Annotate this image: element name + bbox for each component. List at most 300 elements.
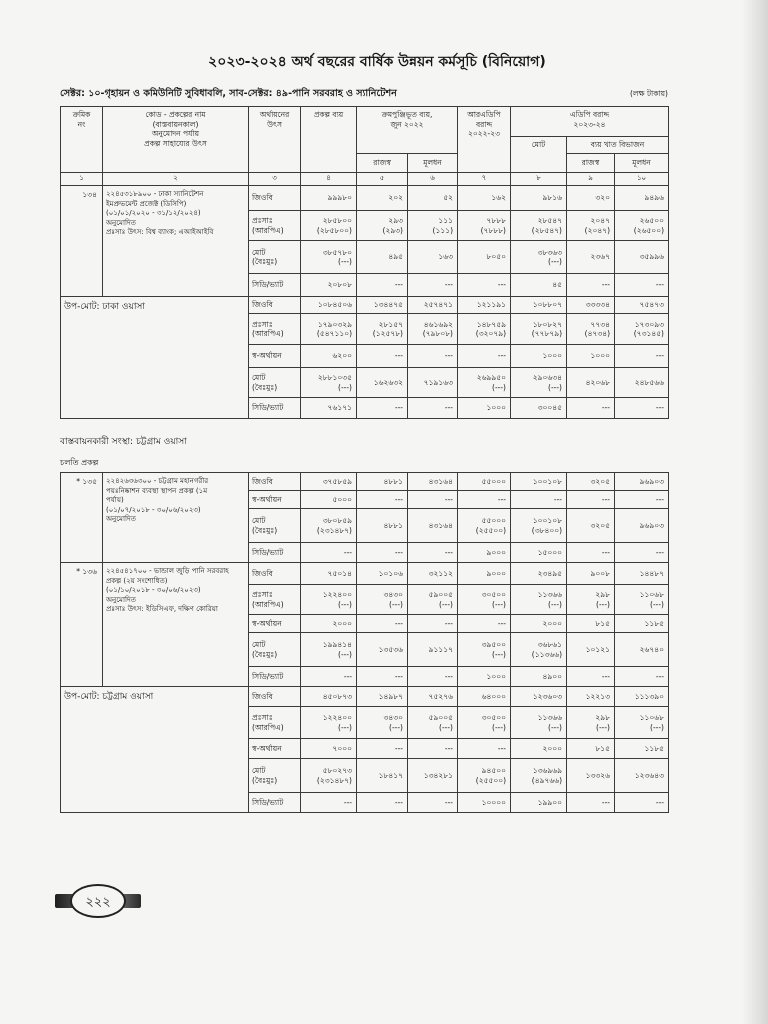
radp-allocation-value: ১৪৮৭৫৯	[476, 319, 506, 329]
radp-allocation-cell	[458, 491, 511, 509]
cumulative-capital-value: ---	[444, 547, 453, 557]
cumulative-revenue-cell	[357, 314, 408, 345]
cumulative-capital-cell	[408, 667, 458, 687]
funding-source-cell	[249, 563, 301, 585]
adp-revenue-value: ২৯৮	[595, 590, 610, 599]
cumulative-capital-value: ১৬৩	[438, 252, 453, 262]
project-cost-cell	[301, 633, 357, 667]
subtotal-row	[61, 297, 669, 314]
adp-total-cell	[511, 241, 567, 274]
funding-source: জিওবি	[252, 193, 273, 203]
funding-source-cell	[249, 491, 301, 509]
radp-allocation-value: ৫৫০০০	[481, 516, 506, 525]
adp-revenue-cell	[567, 473, 615, 491]
project-cost-cell	[301, 585, 357, 615]
adp-capital-value: ৯৬৯০৩	[639, 520, 664, 530]
cumulative-revenue-value: ৪৯৫	[388, 252, 403, 262]
project-cost-value: ৯৯৯৮০	[327, 193, 352, 203]
funding-source: প্রঃসাঃ	[252, 216, 273, 225]
funding-source-cell	[249, 211, 301, 241]
adp-revenue-cell	[567, 211, 615, 241]
adp-total-value: ১০৮৮০৭	[532, 300, 562, 310]
adp-total-value: ১০০১০৮	[532, 476, 562, 486]
adp-revenue-value: ৮১৫	[595, 618, 610, 628]
column-number: ১০	[615, 173, 669, 186]
radp-allocation-cell	[458, 314, 511, 345]
adp-capital-value: ১২৩৬৪৩	[634, 770, 664, 780]
adp-revenue-value: ---	[601, 403, 610, 413]
radp-allocation-value: ১০০০০	[481, 797, 506, 807]
project-name-line: পর্যায়)	[106, 496, 124, 504]
adp-total-cell	[511, 615, 567, 633]
cumulative-capital-value: (---)	[439, 722, 453, 732]
header-radp-line: ২০২২-২৩	[468, 129, 500, 138]
cumulative-capital-value: ৫৯০০৫	[428, 590, 453, 599]
header-project-line: অনুমোদন পর্যায়	[151, 129, 200, 138]
column-number: ৯	[567, 173, 615, 186]
cumulative-capital-cell	[408, 739, 458, 759]
project-cost-value: ৭৬১৭১	[327, 403, 352, 413]
adp-total-cell	[511, 687, 567, 707]
adp-total-value: (২৮৫৪৭)	[531, 225, 562, 235]
funding-source-cell	[249, 667, 301, 687]
header-row	[61, 107, 669, 137]
cumulative-revenue-cell	[357, 739, 408, 759]
radp-allocation-value: ৯৪৫০০	[481, 766, 506, 775]
scan-edge-shadow	[742, 0, 768, 1024]
cumulative-capital-value: (৭৯৮০৮)	[422, 329, 453, 338]
project-cost-cell	[301, 707, 357, 739]
funding-source-cell	[249, 314, 301, 345]
adp-capital-value: ১১১৩৯০	[634, 691, 664, 701]
cumulative-revenue-cell	[357, 345, 408, 368]
adp-capital-cell	[615, 707, 669, 739]
cumulative-revenue-cell	[357, 491, 408, 509]
funding-source: (বৈঃমুঃ)	[252, 257, 278, 266]
project-cost-value: ৩৮০৮৫৯	[322, 516, 352, 525]
adp-capital-cell	[615, 274, 669, 297]
adp-revenue-value: ---	[601, 280, 610, 290]
project-cost-value: ৭০০০	[332, 743, 352, 753]
cumulative-capital-value: (---)	[439, 599, 453, 609]
adp-revenue-cell	[567, 707, 615, 739]
adp-total-value: ২৩৪৯৫	[537, 568, 562, 578]
cumulative-revenue-cell	[357, 473, 408, 491]
adp-capital-cell	[615, 509, 669, 543]
adp-capital-cell	[615, 739, 669, 759]
adp-total-value: (---)	[548, 722, 562, 732]
header-project-line: কোড - প্রকল্পের নাম	[145, 110, 206, 119]
adp-revenue-value: ৯০০৮	[590, 568, 610, 578]
adp-total-cell	[511, 314, 567, 345]
table-body-chattogram	[61, 473, 669, 813]
adp-total-cell	[511, 473, 567, 491]
funding-source: সিডি/ভ্যাট	[252, 671, 284, 681]
adp-revenue-cell	[567, 543, 615, 563]
funding-source: সিডি/ভ্যাট	[252, 280, 284, 290]
adp-revenue-cell	[567, 297, 615, 314]
project-cost-value: (৫৪৭১১০)	[316, 329, 352, 338]
adp-capital-cell	[615, 186, 669, 211]
funding-source-cell	[249, 543, 301, 563]
project-cost-cell	[301, 793, 357, 813]
project-cost-value: (২৩১৪৮৭)	[316, 525, 352, 535]
radp-allocation-cell	[458, 759, 511, 793]
adp-capital-cell	[615, 667, 669, 687]
cumulative-capital-cell	[408, 509, 458, 543]
adp-total-cell	[511, 297, 567, 314]
cumulative-capital-cell	[408, 543, 458, 563]
cumulative-capital-value: ---	[444, 280, 453, 290]
adp-total-cell	[511, 211, 567, 241]
project-cost-value: ৪৫০৮৭৩	[322, 691, 352, 701]
adp-capital-cell	[615, 759, 669, 793]
project-cell	[103, 186, 249, 297]
adp-total-value: (---)	[548, 599, 562, 609]
table-row	[61, 186, 669, 211]
cumulative-revenue-value: ১৪৯৮৭	[378, 691, 403, 701]
header-serial-line: নং	[77, 119, 86, 129]
funding-source-cell	[249, 759, 301, 793]
project-cost-cell	[301, 211, 357, 241]
project-name-line: ২২৪২৬৩৬৩০০ - চট্টগ্রাম মহানগরীর	[106, 477, 209, 485]
radp-allocation-cell	[458, 274, 511, 297]
serial-number: * ১৩৬	[76, 567, 97, 576]
project-cost-value: (২৩১৪৮৭)	[316, 775, 352, 785]
funding-source-cell	[249, 345, 301, 368]
header-project-line: প্রকল্প সাহায্যের উৎস	[144, 138, 207, 148]
adp-capital-cell	[615, 314, 669, 345]
subtotal-label: উপ-মোট: চট্টগ্রাম ওয়াসা	[64, 692, 154, 702]
adp-capital-cell	[615, 793, 669, 813]
header-cumulative-line: ক্রমপুঞ্জিভূত ব্যয়,	[381, 110, 433, 119]
adp-total-value: ২০০০	[542, 743, 562, 753]
project-cost-value: ---	[343, 547, 352, 557]
radp-allocation-value: ৩০৫০০	[481, 590, 506, 599]
project-cost-cell	[301, 297, 357, 314]
project-cost-value: ৭৫০১৪	[327, 568, 352, 578]
project-name-line: (০১/০৭/২০১৮ - ৩০/০৬/২০২৩)	[106, 505, 201, 514]
project-cost-cell	[301, 739, 357, 759]
cumulative-revenue-cell	[357, 368, 408, 398]
adp-capital-cell	[615, 633, 669, 667]
adp-revenue-cell	[567, 667, 615, 687]
project-cost-value: ৫০০০	[332, 494, 352, 504]
adp-revenue-value: ৭৭৩৪	[590, 319, 610, 329]
radp-allocation-value: ১০০০	[486, 671, 506, 681]
cumulative-capital-value: ৯১১১৭	[428, 644, 453, 654]
project-cost-cell	[301, 509, 357, 543]
cumulative-capital-value: ৪৬১৬৯২	[423, 319, 453, 329]
radp-allocation-cell	[458, 368, 511, 398]
radp-allocation-cell	[458, 186, 511, 211]
serial-cell	[61, 186, 103, 297]
radp-allocation-cell	[458, 667, 511, 687]
project-cost-value: (---)	[338, 257, 352, 266]
project-cost-cell	[301, 345, 357, 368]
subtotal-row	[61, 687, 669, 707]
cumulative-revenue-value: ---	[394, 494, 403, 504]
adp-total-cell	[511, 759, 567, 793]
radp-allocation-cell	[458, 615, 511, 633]
radp-allocation-value: (২৫৫০০)	[475, 525, 506, 535]
project-name-line: প্রঃসাঃ উৎস: বিশ্ব ব্যাংক; এআইআইবি	[106, 228, 214, 236]
header-adp	[511, 107, 669, 137]
cumulative-revenue-value: ---	[394, 403, 403, 413]
header-adp-revenue: রাজস্ব	[567, 154, 615, 173]
cumulative-capital-cell	[408, 314, 458, 345]
cumulative-capital-cell	[408, 707, 458, 739]
adp-capital-cell	[615, 345, 669, 368]
cumulative-revenue-value: ---	[394, 671, 403, 681]
funding-source: জিওবি	[252, 300, 273, 310]
adp-total-cell	[511, 345, 567, 368]
cumulative-capital-value: ---	[444, 743, 453, 753]
cumulative-revenue-cell	[357, 543, 408, 563]
adp-revenue-value: ১০১২১	[585, 644, 610, 654]
cumulative-revenue-cell	[357, 509, 408, 543]
radp-allocation-value: ---	[497, 618, 506, 628]
adp-revenue-value: ৪২০৬৮	[585, 377, 610, 387]
funding-source: প্রঃসাঃ	[252, 319, 273, 329]
project-cost-cell	[301, 667, 357, 687]
adp-revenue-value: ১৩৩২৬	[585, 770, 610, 780]
adp-total-value: ২৮৫৪৭	[537, 216, 562, 225]
header-cumulative-capital: মূলধন	[408, 154, 458, 173]
funding-source-cell	[249, 398, 301, 419]
funding-source: (আরপিএ)	[252, 599, 284, 609]
adp-total-value: ১১৩৬৬	[537, 713, 562, 722]
adp-revenue-cell	[567, 491, 615, 509]
funding-source-cell	[249, 793, 301, 813]
cumulative-revenue-cell	[357, 633, 408, 667]
header-serial-line: ক্রমিক	[72, 110, 91, 119]
adp-table-dhaka-wasa	[60, 106, 669, 419]
project-cost-value: ৫৮০২৭৩	[322, 766, 352, 775]
adp-capital-value: ২৬৭৪০	[639, 644, 664, 654]
adp-revenue-value: ৩৩৩৩৪	[585, 300, 610, 310]
adp-total-value: ---	[553, 494, 562, 504]
cumulative-capital-value: (১১১)	[432, 225, 453, 235]
cumulative-revenue-cell	[357, 615, 408, 633]
radp-allocation-value: (৩২০৭৯)	[475, 329, 506, 338]
adp-total-cell	[511, 707, 567, 739]
adp-revenue-cell	[567, 314, 615, 345]
cumulative-revenue-value: ---	[394, 618, 403, 628]
adp-capital-cell	[615, 615, 669, 633]
radp-allocation-cell	[458, 563, 511, 585]
project-cost-cell	[301, 186, 357, 211]
funding-source-cell	[249, 633, 301, 667]
radp-allocation-value: ১২১১৯১	[476, 300, 506, 310]
adp-total-cell	[511, 739, 567, 759]
funding-source: জিওবি	[252, 476, 273, 486]
radp-allocation-cell	[458, 297, 511, 314]
funding-source: (আরপিএ)	[252, 225, 284, 235]
cumulative-revenue-cell	[357, 274, 408, 297]
serial-cell	[61, 473, 103, 563]
funding-source-cell	[249, 274, 301, 297]
adp-total-value: ১১৩৬৬	[537, 590, 562, 599]
adp-total-value: (---)	[548, 382, 562, 392]
radp-allocation-cell	[458, 241, 511, 274]
cumulative-capital-cell	[408, 793, 458, 813]
cumulative-revenue-cell	[357, 585, 408, 615]
funding-source: (বৈঃমুঃ)	[252, 775, 278, 785]
radp-allocation-value: ---	[497, 351, 506, 361]
adp-total-value: ৪৫	[552, 280, 562, 290]
adp-capital-value: ---	[655, 351, 664, 361]
project-cost-cell	[301, 274, 357, 297]
cumulative-revenue-value: (---)	[389, 722, 403, 732]
funding-source: মোট	[252, 247, 266, 257]
cumulative-revenue-value: ১৩৫৩৬	[378, 644, 403, 654]
cumulative-capital-cell	[408, 585, 458, 615]
adp-capital-value: ৭৫৪৭৩	[639, 300, 664, 310]
header-funding-source-line: উৎস	[267, 119, 282, 129]
adp-capital-value: ---	[655, 280, 664, 290]
project-cost-cell	[301, 314, 357, 345]
project-cost-value: ২৮৮১০৩৫	[317, 373, 352, 382]
header-adp-line: ২০২৩-২৪	[573, 119, 606, 129]
header-radp-line: বরাদ্দ	[475, 119, 493, 129]
adp-capital-value: (২৬৫০০)	[633, 225, 664, 235]
adp-revenue-cell	[567, 563, 615, 585]
funding-source-cell	[249, 615, 301, 633]
adp-capital-cell	[615, 687, 669, 707]
funding-source-cell	[249, 368, 301, 398]
cumulative-revenue-cell	[357, 563, 408, 585]
cumulative-revenue-cell	[357, 211, 408, 241]
cumulative-capital-cell	[408, 563, 458, 585]
cumulative-revenue-value: (১২৫৭৮)	[372, 329, 403, 338]
table-row	[61, 563, 669, 585]
funding-source: প্রঃসাঃ	[252, 713, 273, 722]
project-cell	[103, 563, 249, 687]
radp-allocation-cell	[458, 633, 511, 667]
project-name-line: অনুমোদিত	[106, 218, 136, 227]
adp-total-value: ৩৬৮৬১	[537, 640, 562, 649]
adp-revenue-cell	[567, 687, 615, 707]
cumulative-revenue-value: ১০১০৬	[378, 568, 403, 578]
adp-total-cell	[511, 274, 567, 297]
adp-revenue-value: ---	[601, 547, 610, 557]
project-cost-cell	[301, 398, 357, 419]
adp-revenue-value: ৩২০	[595, 193, 610, 203]
adp-capital-cell	[615, 398, 669, 419]
cumulative-revenue-cell	[357, 667, 408, 687]
adp-capital-value: (---)	[650, 722, 664, 732]
project-name-line: (০১/১০/২০১৮ - ৩০/০৬/২০২৩)	[106, 586, 201, 594]
project-cost-cell	[301, 563, 357, 585]
radp-allocation-cell	[458, 687, 511, 707]
project-name-line: প্রঃসাঃ উৎস: ইডিসিএফ, দক্ষিণ কোরিয়া	[106, 605, 218, 613]
funding-source: (আরপিএ)	[252, 722, 284, 732]
cumulative-capital-cell	[408, 633, 458, 667]
cumulative-capital-value: ৭১৯১৬৩	[423, 377, 453, 387]
adp-revenue-value: (২০৪৭)	[584, 225, 610, 235]
adp-capital-cell	[615, 585, 669, 615]
implementing-agency-line: বাস্তবায়নকারী সংস্থা: চট্টগ্রাম ওয়াসা	[60, 437, 187, 447]
header-cumulative-line: জুন ২০২২	[390, 119, 424, 129]
project-name-line: প্রকল্প (২য় সংশোধিত)	[106, 576, 168, 585]
cumulative-revenue-value: ২৮১৫৭	[378, 319, 403, 329]
adp-total-cell	[511, 585, 567, 615]
adp-total-cell	[511, 563, 567, 585]
radp-allocation-value: ৮০৫০	[486, 252, 506, 262]
header-funding-source-line: অর্থায়নের	[259, 110, 290, 119]
cumulative-capital-cell	[408, 615, 458, 633]
header-radp	[458, 107, 511, 173]
cumulative-capital-value: ---	[444, 618, 453, 628]
header-project-line: (বাস্তবায়নকাল)	[152, 119, 199, 129]
funding-source: সিডি/ভ্যাট	[252, 403, 284, 413]
cumulative-revenue-cell	[357, 793, 408, 813]
adp-capital-value: ১১৮৫	[644, 618, 664, 628]
cumulative-capital-value: ১১১	[438, 216, 453, 225]
cumulative-capital-cell	[408, 274, 458, 297]
project-cost-value: (---)	[338, 649, 352, 659]
adp-capital-cell	[615, 368, 669, 398]
adp-revenue-value: ---	[601, 797, 610, 807]
adp-total-value: ৩৮৩৬৩	[537, 247, 562, 257]
adp-total-value: ১০০১০৮	[532, 516, 562, 525]
project-cost-value: (---)	[338, 722, 352, 732]
adp-revenue-cell	[567, 793, 615, 813]
adp-revenue-cell	[567, 739, 615, 759]
adp-capital-value: ---	[655, 797, 664, 807]
cumulative-revenue-value: ৩৪৩০	[383, 713, 403, 722]
adp-capital-value: (৭৩১৪৫)	[633, 329, 664, 338]
adp-capital-value: ৯৪৯৬	[644, 193, 664, 203]
project-name-line: অনুমোদিত	[106, 515, 136, 523]
radp-allocation-value: ১০০০	[486, 403, 506, 413]
radp-allocation-value: ---	[497, 494, 506, 504]
adp-total-value: ১৫০০০	[537, 547, 562, 557]
cumulative-revenue-cell	[357, 297, 408, 314]
adp-revenue-cell	[567, 345, 615, 368]
radp-allocation-value: ৯০০০	[486, 547, 506, 557]
adp-revenue-cell	[567, 368, 615, 398]
project-cost-value: ৩৭৫৮৫৯	[322, 476, 352, 486]
adp-revenue-value: ১০০০	[590, 351, 610, 361]
adp-capital-value: ১১০৬৮	[639, 713, 664, 722]
column-number: ৭	[458, 173, 511, 186]
adp-total-value: (৩৮৪০০)	[531, 525, 562, 535]
adp-revenue-value: (---)	[596, 599, 610, 609]
serial-number: ১৩৪	[82, 190, 97, 199]
project-cost-value: (---)	[338, 599, 352, 609]
ongoing-projects-label: চলতি প্রকল্প	[60, 458, 99, 467]
adp-capital-cell	[615, 473, 669, 491]
cumulative-revenue-cell	[357, 707, 408, 739]
page-number: ২২২	[85, 895, 111, 910]
header-radp-line: আরএডিপি	[467, 110, 501, 119]
adp-total-value: ১৮০৮২৭	[532, 319, 562, 329]
adp-capital-value: (---)	[650, 599, 664, 609]
project-cost-cell	[301, 759, 357, 793]
adp-total-cell	[511, 186, 567, 211]
radp-allocation-cell	[458, 509, 511, 543]
adp-total-cell	[511, 491, 567, 509]
cumulative-revenue-cell	[357, 186, 408, 211]
radp-allocation-value: ৫৫০০০	[481, 476, 506, 486]
header-adp-line: এডিপি বরাদ্দ	[569, 110, 610, 119]
funding-source-cell	[249, 509, 301, 543]
cumulative-capital-cell	[408, 186, 458, 211]
funding-source: সিডি/ভ্যাট	[252, 547, 284, 557]
adp-capital-value: ---	[655, 494, 664, 504]
